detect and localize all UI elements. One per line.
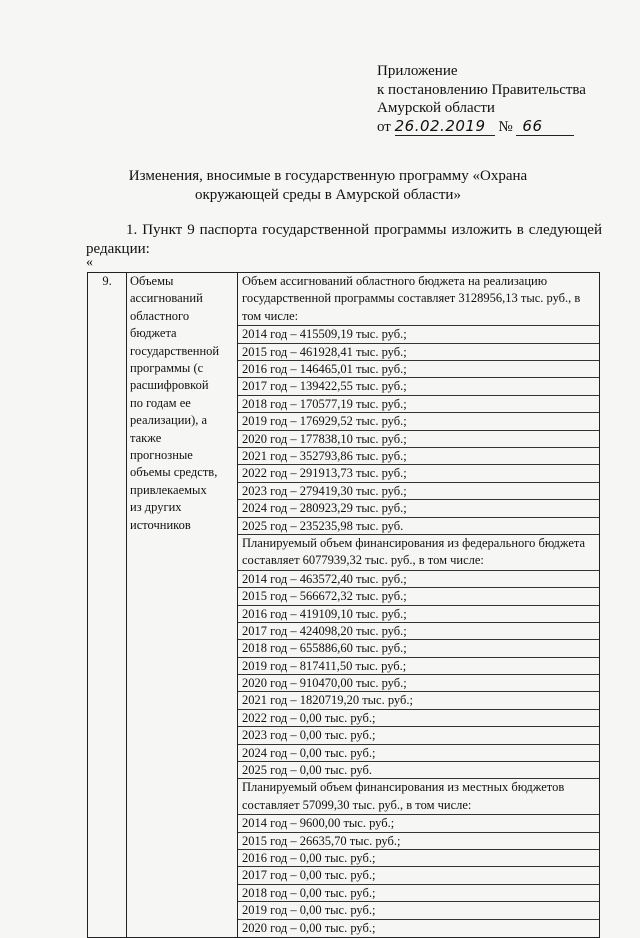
funding-year-row: 2025 год – 235235,98 тыс. руб. — [238, 518, 599, 535]
funding-year-row: 2025 год – 0,00 тыс. руб. — [238, 762, 599, 779]
description-line: источников — [130, 517, 191, 532]
funding-year-row: 2016 год – 0,00 тыс. руб.; — [238, 850, 599, 867]
intro-paragraph: 1. Пункт 9 паспорта государственной программы изложить в следующей редакции: — [86, 222, 602, 257]
description-line: областного — [130, 308, 190, 323]
row-number: 9. — [88, 273, 127, 938]
funding-year-row: 2019 год – 176929,52 тыс. руб.; — [238, 413, 599, 430]
funding-year-row: 2023 год – 0,00 тыс. руб.; — [238, 727, 599, 744]
appendix-region: Амурской области — [377, 100, 495, 116]
description-line: по годам ее — [130, 395, 191, 410]
row-description — [127, 273, 238, 938]
funding-year-row: 2024 год – 0,00 тыс. руб.; — [238, 745, 599, 762]
funding-year-row: 2020 год – 177838,10 тыс. руб.; — [238, 431, 599, 448]
funding-year-row: 2021 год – 352793,86 тыс. руб.; — [238, 448, 599, 465]
description-line: привлекаемых — [130, 482, 207, 497]
description-line: бюджета — [130, 326, 177, 341]
funding-year-row: 2015 год – 461928,41 тыс. руб.; — [238, 344, 599, 361]
number-sign: № — [498, 118, 513, 135]
funding-year-row: 2016 год – 419109,10 тыс. руб.; — [238, 606, 599, 623]
funding-year-row: 2017 год – 424098,20 тыс. руб.; — [238, 623, 599, 640]
funding-year-row: 2019 год – 0,00 тыс. руб.; — [238, 902, 599, 919]
funding-year-row: 2018 год – 655886,60 тыс. руб.; — [238, 640, 599, 657]
date-field — [395, 118, 495, 136]
table-row — [88, 273, 600, 938]
description-line: государственной — [130, 343, 220, 358]
funding-year-row: 2015 год – 566672,32 тыс. руб.; — [238, 588, 599, 605]
funding-year-row: 2014 год – 415509,19 тыс. руб.; — [238, 326, 599, 343]
funding-year-row: 2024 год – 280923,29 тыс. руб.; — [238, 500, 599, 517]
date-value: 26.02.2019 — [394, 116, 486, 135]
passport-table — [87, 272, 600, 938]
open-quote: « — [86, 255, 93, 270]
funding-year-row: 2022 год – 291913,73 тыс. руб.; — [238, 465, 599, 482]
document-title: Изменения, вносимые в государственную программу «Охрана окружающей среды в Амурской области» — [128, 168, 528, 203]
funding-year-row: 2018 год – 0,00 тыс. руб.; — [238, 885, 599, 902]
funding-year-row: 2022 год – 0,00 тыс. руб.; — [238, 710, 599, 727]
description-line: ассигнований — [130, 291, 203, 306]
appendix-title: Приложение — [377, 63, 458, 79]
funding-year-row: 2014 год – 9600,00 тыс. руб.; — [238, 815, 599, 832]
funding-year-row: 2014 год – 463572,40 тыс. руб.; — [238, 571, 599, 588]
number-field — [516, 118, 574, 136]
funding-year-row: 2017 год – 139422,55 тыс. руб.; — [238, 378, 599, 395]
description-line: программы (с — [130, 361, 204, 376]
date-prefix: от — [377, 118, 391, 135]
row-content — [238, 273, 600, 938]
funding-year-row: 2016 год – 146465,01 тыс. руб.; — [238, 361, 599, 378]
funding-summary: Планируемый объем финансирования из федерального бюджета составляет 6077939,32 тыс. руб., в том числе: — [238, 535, 599, 571]
funding-year-row: 2020 год – 0,00 тыс. руб.; — [242, 920, 376, 935]
description-line: также — [130, 430, 162, 445]
appendix-resolution: к постановлению Правительства — [377, 81, 586, 98]
funding-summary: Планируемый объем финансирования из местных бюджетов составляет 57099,30 тыс. руб., в том числе: — [238, 779, 599, 815]
description-line: реализации), а — [130, 413, 208, 428]
funding-year-row: 2020 год – 910470,00 тыс. руб.; — [238, 675, 599, 692]
description-line: Объемы — [130, 274, 174, 288]
funding-year-row: 2017 год – 0,00 тыс. руб.; — [238, 867, 599, 884]
funding-year-row: 2019 год – 817411,50 тыс. руб.; — [238, 658, 599, 675]
funding-year-row: 2021 год – 1820719,20 тыс. руб.; — [238, 692, 599, 709]
description-line: объемы средств, — [130, 465, 218, 480]
number-value: 66 — [522, 116, 543, 135]
funding-year-row: 2018 год – 170577,19 тыс. руб.; — [238, 396, 599, 413]
description-line: прогнозные — [130, 448, 193, 463]
appendix-date-line — [377, 118, 586, 137]
appendix-block — [377, 62, 586, 136]
funding-summary: Объем ассигнований областного бюджета на реализацию государственной программы составляет 3128956,13 тыс. руб., в том числе: — [238, 273, 599, 326]
funding-year-row: 2023 год – 279419,30 тыс. руб.; — [238, 483, 599, 500]
funding-year-row: 2015 год – 26635,70 тыс. руб.; — [238, 833, 599, 850]
description-line: расшифровкой — [130, 378, 209, 393]
description-line: из других — [130, 500, 182, 515]
